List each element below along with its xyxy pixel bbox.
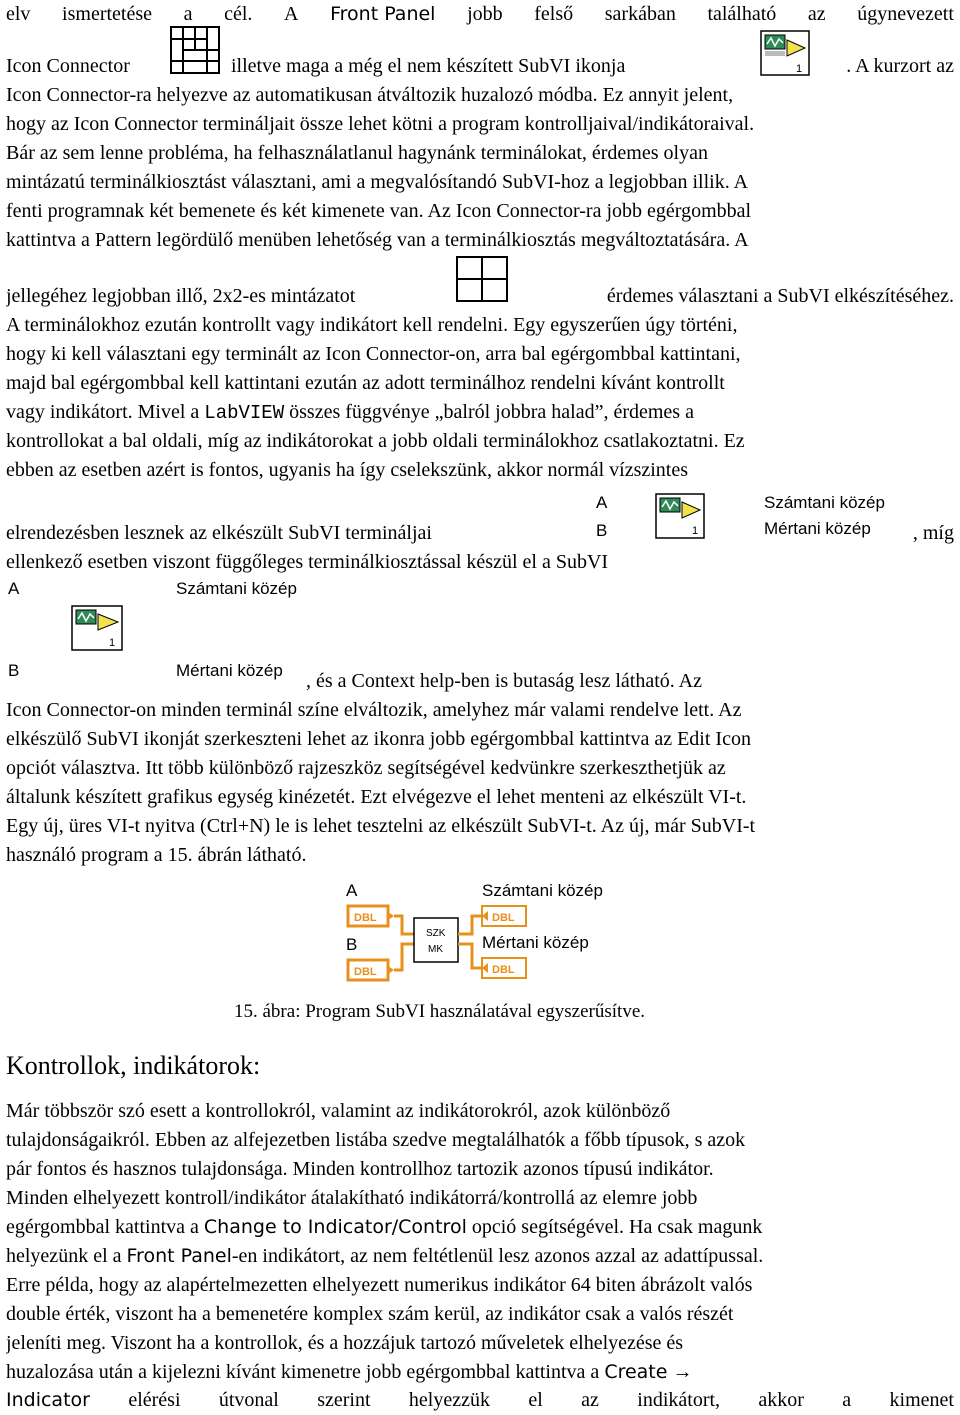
subvi-mk: MK	[428, 944, 443, 955]
text: útvonal	[218, 1389, 279, 1411]
text: szerint	[317, 1389, 371, 1411]
p2-line-7	[6, 1271, 954, 1300]
text: elv	[6, 3, 31, 25]
dbl-label: DBL	[492, 964, 515, 976]
p1-line-2	[6, 52, 954, 81]
icon-number: 1	[692, 525, 699, 537]
p1-line-11	[6, 340, 954, 369]
p1-line-21	[6, 754, 954, 783]
label-a: A	[8, 579, 20, 598]
text: jeleníti meg. Viszont ha a kontrollok, és a hozzájuk tartozó műveletek elhelyezése és	[6, 1332, 684, 1354]
dbl-label: DBL	[492, 912, 515, 924]
subvi-vertical-figure	[6, 576, 306, 688]
indicator-option: Indicator	[6, 1389, 90, 1411]
text: úgynevezett	[857, 3, 954, 25]
label-mertani: Mértani közép	[176, 661, 283, 680]
p1-line-12	[6, 369, 954, 398]
text: fenti programnak két bemenete és két kimenete van. Az Icon Connector-ra jobb egérgombbal	[6, 200, 752, 222]
p1-line-22	[6, 783, 954, 812]
p1-line-1	[6, 0, 954, 29]
label-b: B	[596, 521, 608, 540]
text: Már többször szó esett a kontrollokról, valamint az indikátorokról, azok különböző	[6, 1100, 671, 1122]
p1-line-8	[6, 226, 954, 255]
text: -en indikátort, az nem feltétlenül lesz azonos azzal az adattípussal.	[231, 1245, 764, 1267]
text: található	[707, 3, 777, 25]
text: ellenkező esetben viszont függőleges terminálkiosztással készül el a SubVI	[6, 551, 609, 573]
arrow-icon: →	[672, 1361, 693, 1383]
text: a	[842, 1389, 852, 1411]
subvi-szk: SZK	[426, 928, 446, 939]
text: jobb	[467, 3, 503, 25]
text: A terminálokhoz ezután kontrollt vagy indikátort kell rendelni. Egy egyszerűen úgy történi,	[6, 314, 738, 336]
p1-line-15	[6, 456, 954, 485]
p2-line-9	[6, 1329, 954, 1358]
p1-line-13	[6, 398, 954, 427]
figure-caption: 15. ábra: Program SubVI használatával egyszerűsítve.	[234, 1001, 646, 1022]
text: az	[807, 3, 826, 25]
p1-line-23	[6, 812, 954, 841]
text: sarkában	[604, 3, 676, 25]
text: huzalozása után a kijelezni kívánt kimenetre jobb egérgombbal kattintva a	[6, 1361, 600, 1383]
text: kontrollokat a bal oldali, míg az indikátorokat a jobb oldali terminálokhoz csatlakoztatni. Ez	[6, 430, 745, 452]
text: érdemes választani a SubVI elkészítéséhez.	[606, 285, 954, 307]
text: elérési	[128, 1389, 181, 1411]
section-heading: Kontrollok, indikátorok:	[6, 1051, 261, 1080]
text: mintázatú terminálkiosztást választani, ami a megvalósítandó SubVI-hoz a legjobban illik. A	[6, 171, 749, 193]
text: felső	[534, 3, 574, 25]
subvi-icon	[760, 30, 810, 76]
label-b: B	[8, 661, 20, 680]
p2-line-6	[6, 1242, 954, 1271]
label-mertani: Mértani közép	[482, 933, 589, 952]
text: indikátort,	[637, 1389, 721, 1411]
text: cél.	[224, 3, 253, 25]
label-szamtani: Számtani közép	[482, 881, 603, 900]
dbl-label: DBL	[354, 912, 377, 924]
text: tulajdonságaikról. Ebben az alfejezetben listába szedve megtalálhatók a főbb típusok, s azok	[6, 1129, 746, 1151]
text: opciót választva. Itt több különböző rajzeszköz segítségével kedvünkre szerkeszthetjük az	[6, 757, 726, 779]
create-option: Create	[604, 1361, 668, 1383]
text: akkor	[758, 1389, 804, 1411]
label-szamtani: Számtani közép	[764, 493, 885, 512]
p1-line-6	[6, 168, 954, 197]
text: double érték, viszont ha a bemenetére komplex szám kerül, az indikátor csak a valós részét	[6, 1303, 734, 1325]
p1-line-18	[306, 667, 954, 696]
p2-line-4	[6, 1184, 954, 1213]
label-szamtani: Számtani közép	[176, 579, 297, 598]
p1-line-14	[6, 427, 954, 456]
text: illetve maga a még el nem készített SubVI ikonja	[231, 55, 626, 77]
text: helyezzük	[408, 1389, 490, 1411]
p2-line-2	[6, 1126, 954, 1155]
text: Erre példa, hogy az alapértelmezetten elhelyezett numerikus indikátor 64 biten ábrázolt valós	[6, 1274, 753, 1296]
text: . A kurzort az	[846, 55, 954, 77]
front-panel-name: Front Panel	[126, 1245, 232, 1267]
p1-line-19	[6, 696, 954, 725]
text: elkészülő SubVI ikonját szerkeszteni lehet az ikonra jobb egérgombbal kattintva az Edit Icon	[6, 728, 751, 750]
text: majd bal egérgombbal kell kattintani ezután az adott terminálhoz rendelni kívánt kontrollt	[6, 372, 725, 394]
label-b: B	[346, 935, 358, 954]
text: kimenet	[889, 1389, 954, 1411]
p1-line-17	[6, 548, 954, 577]
p1-line-20	[6, 725, 954, 754]
text: használó program a 15. ábrán látható.	[6, 844, 307, 866]
label-mertani: Mértani közép	[764, 519, 871, 538]
p2-line-3	[6, 1155, 954, 1184]
icon-number: 1	[796, 63, 803, 75]
label-a: A	[346, 881, 358, 900]
subvi-horizontal-figure	[594, 490, 894, 546]
text: pár fontos és hasznos tulajdonsága. Minden kontrollhoz tartozik azonos típusú indikátor.	[6, 1158, 714, 1180]
p1-line-4	[6, 110, 954, 139]
menu-option-name: Change to Indicator/Control	[203, 1216, 467, 1238]
labview-name: LabVIEW	[204, 402, 285, 424]
text: el	[528, 1389, 543, 1411]
text: egérgombbal kattintva a	[6, 1216, 199, 1238]
pattern-2x2-icon	[456, 256, 508, 302]
figure-15-block-diagram	[340, 878, 620, 986]
text: a	[183, 3, 193, 25]
icon-connector-grid-icon	[170, 26, 220, 74]
p1-line-5	[6, 139, 954, 168]
text: helyezünk el a	[6, 1245, 122, 1267]
text: Icon Connector	[6, 55, 130, 77]
p1-line-7	[6, 197, 954, 226]
text: általunk készített grafikus egység kinézetét. Ezt elvégezve el lehet menteni az elkészült VI-t.	[6, 786, 747, 808]
text: A	[284, 3, 299, 25]
text: hogy ki kell választani egy terminált az Icon Connector-on, arra bal egérgombbal kattintani,	[6, 343, 741, 365]
text: opció segítségével. Ha csak magunk	[471, 1216, 763, 1238]
text: ismertetése	[62, 3, 153, 25]
p2-line-8	[6, 1300, 954, 1329]
p2-line-10	[6, 1358, 954, 1387]
dbl-label: DBL	[354, 966, 377, 978]
p2-line-11	[6, 1386, 954, 1415]
p2-line-1	[6, 1097, 954, 1126]
text: Minden elhelyezett kontroll/indikátor átalakítható indikátorrá/kontrollá az elemre jobb	[6, 1187, 698, 1209]
text: jellegéhez legjobban illő, 2x2-es mintázatot	[6, 285, 356, 307]
icon-number: 1	[109, 637, 116, 649]
text: Icon Connector-ra helyezve az automatikusan átváltozik huzalozó módba. Ez annyit jelent,	[6, 84, 734, 106]
text: elrendezésben lesznek az elkészült SubVI termináljai	[6, 522, 432, 544]
text: vagy indikátort. Mivel a	[6, 401, 200, 423]
text: Front Panel	[330, 3, 436, 25]
text: Egy új, üres VI-t nyitva (Ctrl+N) le is lehet tesztelni az elkészült SubVI-t. Az új, már SubVI-t	[6, 815, 756, 837]
text: ebben az esetben azért is fontos, ugyanis ha így cselekszünk, akkor normál vízszintes	[6, 459, 689, 481]
text: hogy az Icon Connector termináljait össze lehet kötni a program kontrolljaival/indikátoraival.	[6, 113, 755, 135]
text: az	[581, 1389, 599, 1411]
text: kattintva a Pattern legördülő menüben lehetőség van a terminálkiosztás megváltoztatására. A	[6, 229, 749, 251]
label-a: A	[596, 493, 608, 512]
text: , míg	[912, 522, 954, 544]
p1-line-3	[6, 81, 954, 110]
text: összes függvénye „balról jobbra halad”, érdemes a	[289, 401, 694, 423]
p2-line-5	[6, 1213, 954, 1242]
text: Icon Connector-on minden terminál színe elváltozik, amelyhez már valami rendelve lett. Az	[6, 699, 742, 721]
p1-line-10	[6, 311, 954, 340]
text: , és a Context help-ben is butaság lesz látható. Az	[306, 670, 703, 692]
text: Bár az sem lenne probléma, ha felhasználatlanul hagynánk terminálokat, érdemes olyan	[6, 142, 708, 164]
p1-line-24	[6, 841, 954, 870]
